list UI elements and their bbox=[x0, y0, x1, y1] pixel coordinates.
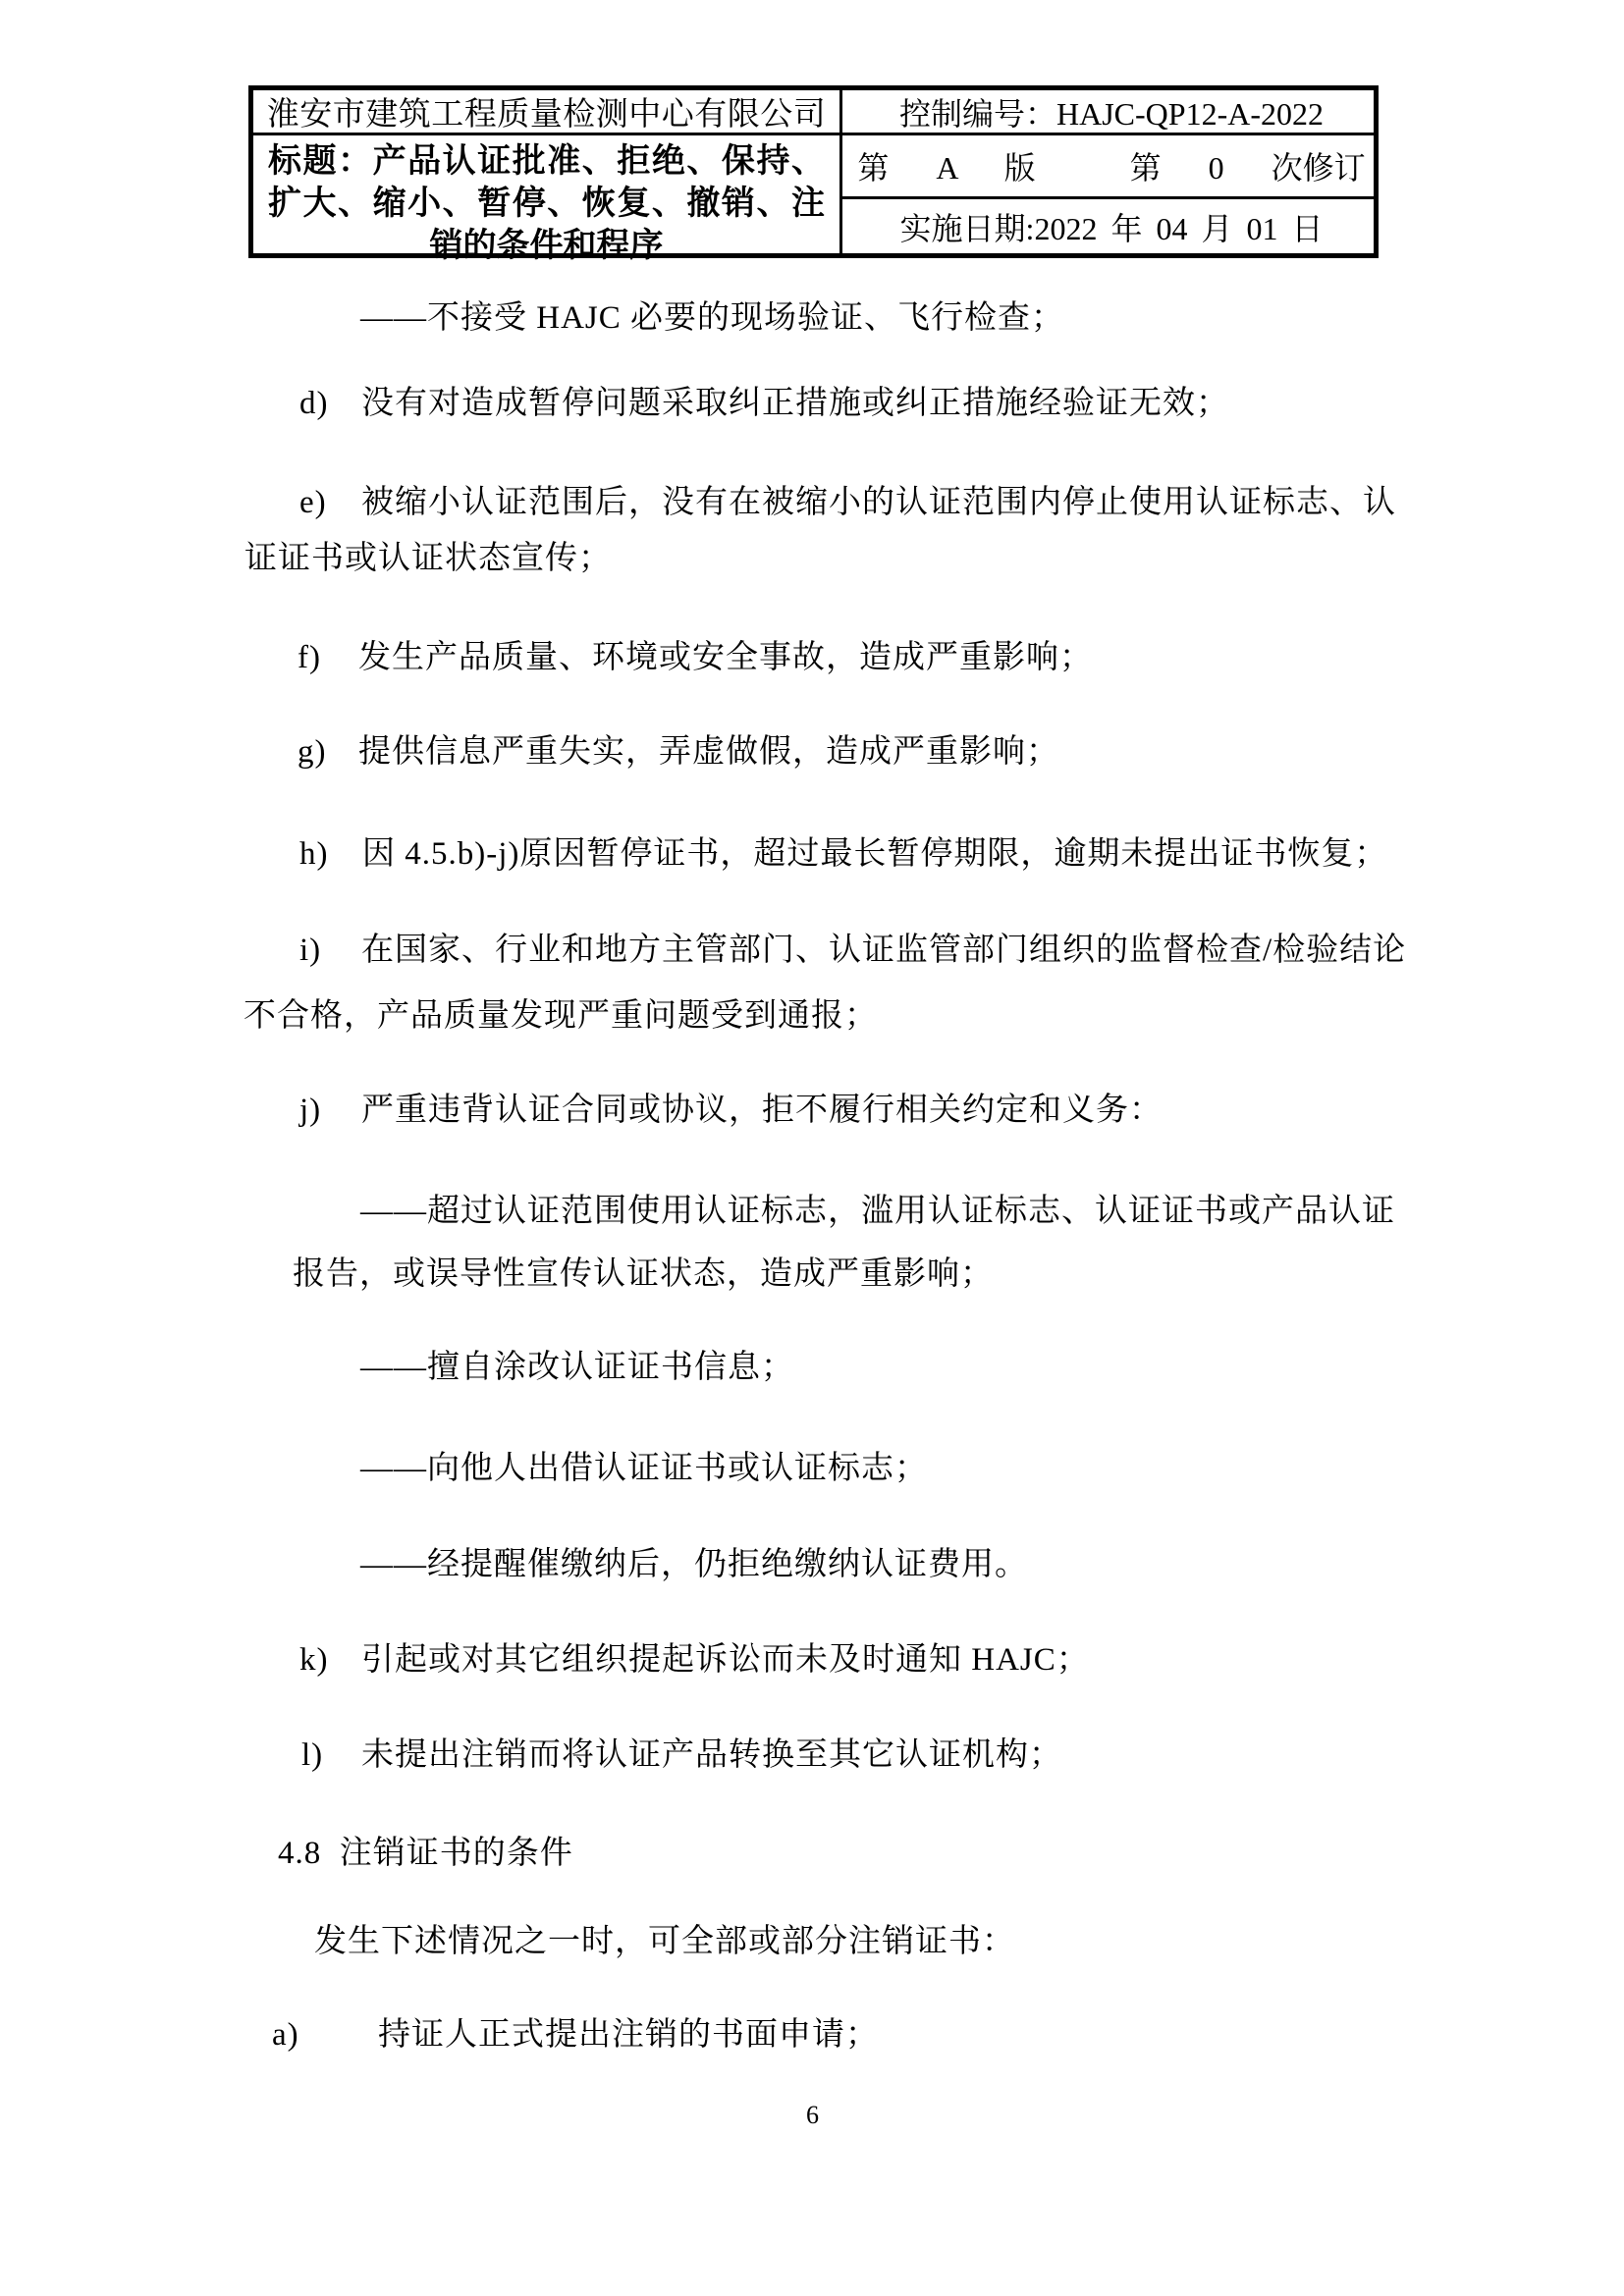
body-line: 发生下述情况之一时，可全部或部分注销证书： bbox=[314, 1924, 1015, 1959]
body-line: 持证人正式提出注销的书面申请； bbox=[378, 2017, 879, 2053]
body-line: ——不接受 HAJC 必要的现场验证、飞行检查； bbox=[360, 300, 1065, 336]
body-line: 提供信息严重失实，弄虚做假，造成严重影响； bbox=[358, 734, 1059, 770]
body-line: ——经提醒催缴纳后，仍拒绝缴纳认证费用。 bbox=[360, 1547, 1028, 1582]
page-number: 6 bbox=[806, 2101, 819, 2129]
item-label: h) bbox=[299, 836, 329, 872]
implementation-date-cell: 实施日期:2022 年 04 月 01 日 bbox=[899, 210, 1324, 246]
body-line: 因 4.5.b)-j)原因暂停证书，超过最长暂停期限，逾期未提出证书恢复； bbox=[362, 836, 1388, 872]
item-label: i) bbox=[299, 933, 322, 968]
body-line: 在国家、行业和地方主管部门、认证监管部门组织的监督检查/检验结论 bbox=[361, 933, 1407, 968]
version-cell: 第 A 版 第 0 次修订 bbox=[857, 150, 1366, 186]
control-number-cell: 控制编号：HAJC-QP12-A-2022 bbox=[898, 95, 1324, 132]
body-line: ——超过认证范围使用认证标志，滥用认证标志、认证证书或产品认证 bbox=[360, 1194, 1395, 1229]
item-label: g) bbox=[298, 734, 327, 770]
body-line: 4.8 注销证书的条件 bbox=[278, 1836, 573, 1871]
item-label: e) bbox=[299, 485, 327, 520]
document-title-cell: 标题：产品认证批准、拒绝、保持、扩大、缩小、暂停、恢复、撤销、注销的条件和程序 bbox=[268, 142, 825, 264]
item-label: f) bbox=[298, 640, 321, 675]
item-label: d) bbox=[299, 386, 329, 421]
body-line: 发生产品质量、环境或安全事故，造成严重影响； bbox=[358, 640, 1093, 675]
body-line: 严重违背认证合同或协议，拒不履行相关约定和义务： bbox=[361, 1093, 1163, 1128]
item-label: l) bbox=[301, 1737, 324, 1773]
body-line: 报告，或误导性宣传认证状态，造成严重影响； bbox=[293, 1256, 994, 1292]
item-label: k) bbox=[299, 1642, 329, 1678]
header-table bbox=[248, 85, 1379, 264]
company-name-cell: 淮安市建筑工程质量检测中心有限公司 bbox=[266, 97, 827, 133]
body-line: 不合格，产品质量发现严重问题受到通报； bbox=[244, 998, 878, 1034]
body-line: 未提出注销而将认证产品转换至其它认证机构； bbox=[361, 1737, 1062, 1773]
item-label: a) bbox=[272, 2017, 299, 2053]
body-line: 引起或对其它组织提起诉讼而未及时通知 HAJC； bbox=[361, 1642, 1090, 1678]
body-line: 证证书或认证状态宣传； bbox=[244, 541, 612, 576]
body-line: 被缩小认证范围后，没有在被缩小的认证范围内停止使用认证标志、认 bbox=[361, 485, 1396, 520]
body-line: 没有对造成暂停问题采取纠正措施或纠正措施经验证无效； bbox=[361, 386, 1229, 421]
item-label: j) bbox=[299, 1093, 322, 1128]
body-line: ——擅自涂改认证证书信息； bbox=[360, 1350, 794, 1385]
body-line: ——向他人出借认证证书或认证标志； bbox=[360, 1451, 928, 1486]
